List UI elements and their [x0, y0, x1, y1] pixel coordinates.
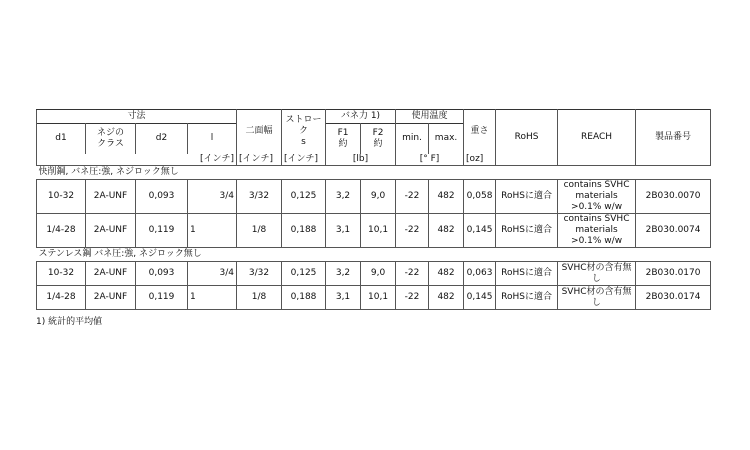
- header-f1-approx: 約: [338, 138, 348, 149]
- table-row: [37, 262, 711, 286]
- cell-stroke: 0,188: [282, 286, 326, 310]
- header-d2: d2: [136, 124, 188, 154]
- header-weight: 重さ: [464, 110, 496, 154]
- cell-reach: contains SVHC materials >0.1% w/w: [558, 180, 636, 214]
- cell-weight: 0,145: [464, 286, 496, 310]
- header-temperature: 使用温度: [396, 110, 464, 124]
- unit-lb: [lb]: [326, 154, 396, 166]
- cell-f2: 10,1: [361, 286, 396, 310]
- unit-blank-1: [37, 154, 86, 166]
- unit-inch-stroke: [インチ]: [282, 154, 326, 166]
- unit-inch-dimensions: [インチ]: [136, 154, 237, 166]
- cell-d2: 0,119: [136, 286, 188, 310]
- cell-temp-max: 482: [429, 286, 464, 310]
- header-f2-label: F2: [372, 127, 384, 138]
- header-f1-label: F1: [337, 127, 349, 138]
- cell-part-number: 2B030.0170: [636, 262, 711, 286]
- header-spring-force: バネ力 1): [326, 110, 396, 124]
- header-stroke: [282, 110, 326, 154]
- header-stroke-s: s: [301, 137, 306, 148]
- cell-temp-max: 482: [429, 214, 464, 248]
- cell-stroke: 0,188: [282, 214, 326, 248]
- table-row: [37, 180, 711, 214]
- cell-d1: 1/4-28: [37, 286, 86, 310]
- cell-part-number: 2B030.0174: [636, 286, 711, 310]
- cell-thread-class: 2A-UNF: [86, 214, 136, 248]
- unit-fahrenheit: [° F]: [396, 154, 464, 166]
- cell-weight: 0,063: [464, 262, 496, 286]
- cell-l: 3/4: [188, 262, 237, 286]
- cell-stroke: 0,125: [282, 262, 326, 286]
- group-title-free-cutting-steel: 快削鋼, バネ圧:強, ネジロック無し: [37, 166, 711, 180]
- cell-temp-min: -22: [396, 180, 429, 214]
- cell-d2: 0,093: [136, 262, 188, 286]
- spec-table: [36, 109, 711, 310]
- cell-temp-min: -22: [396, 286, 429, 310]
- header-d1: d1: [37, 124, 86, 154]
- cell-f1: 3,1: [326, 214, 361, 248]
- cell-f2: 9,0: [361, 262, 396, 286]
- cell-l: 1: [188, 286, 237, 310]
- cell-f2: 9,0: [361, 180, 396, 214]
- header-temp-max: max.: [429, 124, 464, 154]
- cell-waf: 1/8: [237, 214, 282, 248]
- cell-stroke: 0,125: [282, 180, 326, 214]
- cell-f1: 3,2: [326, 180, 361, 214]
- spec-table-container: [36, 109, 710, 327]
- group-title-stainless-steel: ステンレス鋼 バネ圧:強, ネジロック無し: [37, 248, 711, 262]
- cell-d2: 0,093: [136, 180, 188, 214]
- cell-weight: 0,145: [464, 214, 496, 248]
- cell-rohs: RoHSに適合: [496, 180, 558, 214]
- cell-temp-max: 482: [429, 262, 464, 286]
- cell-d1: 10-32: [37, 180, 86, 214]
- header-f1: [326, 124, 361, 154]
- footnote: 1) 統計的平均値: [36, 317, 103, 327]
- cell-thread-class: 2A-UNF: [86, 180, 136, 214]
- cell-l: 1: [188, 214, 237, 248]
- cell-rohs: RoHSに適合: [496, 286, 558, 310]
- cell-d1: 10-32: [37, 262, 86, 286]
- cell-rohs: RoHSに適合: [496, 262, 558, 286]
- cell-weight: 0,058: [464, 180, 496, 214]
- header-rohs: RoHS: [496, 110, 558, 166]
- unit-inch-waf: [インチ]: [237, 154, 282, 166]
- header-f2: [361, 124, 396, 154]
- cell-reach: SVHC材の含有無 し: [558, 262, 636, 286]
- unit-oz: [oz]: [464, 154, 496, 166]
- cell-waf: 3/32: [237, 262, 282, 286]
- header-f2-approx: 約: [373, 138, 383, 149]
- table-row: [37, 214, 711, 248]
- cell-temp-min: -22: [396, 214, 429, 248]
- cell-waf: 3/32: [237, 180, 282, 214]
- header-width-across-flats: 二面幅: [237, 110, 282, 154]
- cell-reach: contains SVHC materials >0.1% w/w: [558, 214, 636, 248]
- cell-thread-class: 2A-UNF: [86, 262, 136, 286]
- cell-f2: 10,1: [361, 214, 396, 248]
- header-l: l: [188, 124, 237, 154]
- cell-temp-min: -22: [396, 262, 429, 286]
- header-stroke-label: ストローク: [285, 115, 322, 137]
- cell-thread-class: 2A-UNF: [86, 286, 136, 310]
- cell-d1: 1/4-28: [37, 214, 86, 248]
- cell-temp-max: 482: [429, 180, 464, 214]
- cell-waf: 1/8: [237, 286, 282, 310]
- cell-d2: 0,119: [136, 214, 188, 248]
- header-reach: REACH: [558, 110, 636, 166]
- header-temp-min: min.: [396, 124, 429, 154]
- header-thread-class: ネジの クラス: [86, 124, 136, 154]
- header-dimensions: 寸法: [37, 110, 237, 124]
- cell-rohs: RoHSに適合: [496, 214, 558, 248]
- unit-blank-2: [86, 154, 136, 166]
- table-row: [37, 286, 711, 310]
- cell-f1: 3,1: [326, 286, 361, 310]
- cell-reach: SVHC材の含有無 し: [558, 286, 636, 310]
- cell-l: 3/4: [188, 180, 237, 214]
- cell-part-number: 2B030.0074: [636, 214, 711, 248]
- header-part-number: 製品番号: [636, 110, 711, 166]
- cell-f1: 3,2: [326, 262, 361, 286]
- cell-part-number: 2B030.0070: [636, 180, 711, 214]
